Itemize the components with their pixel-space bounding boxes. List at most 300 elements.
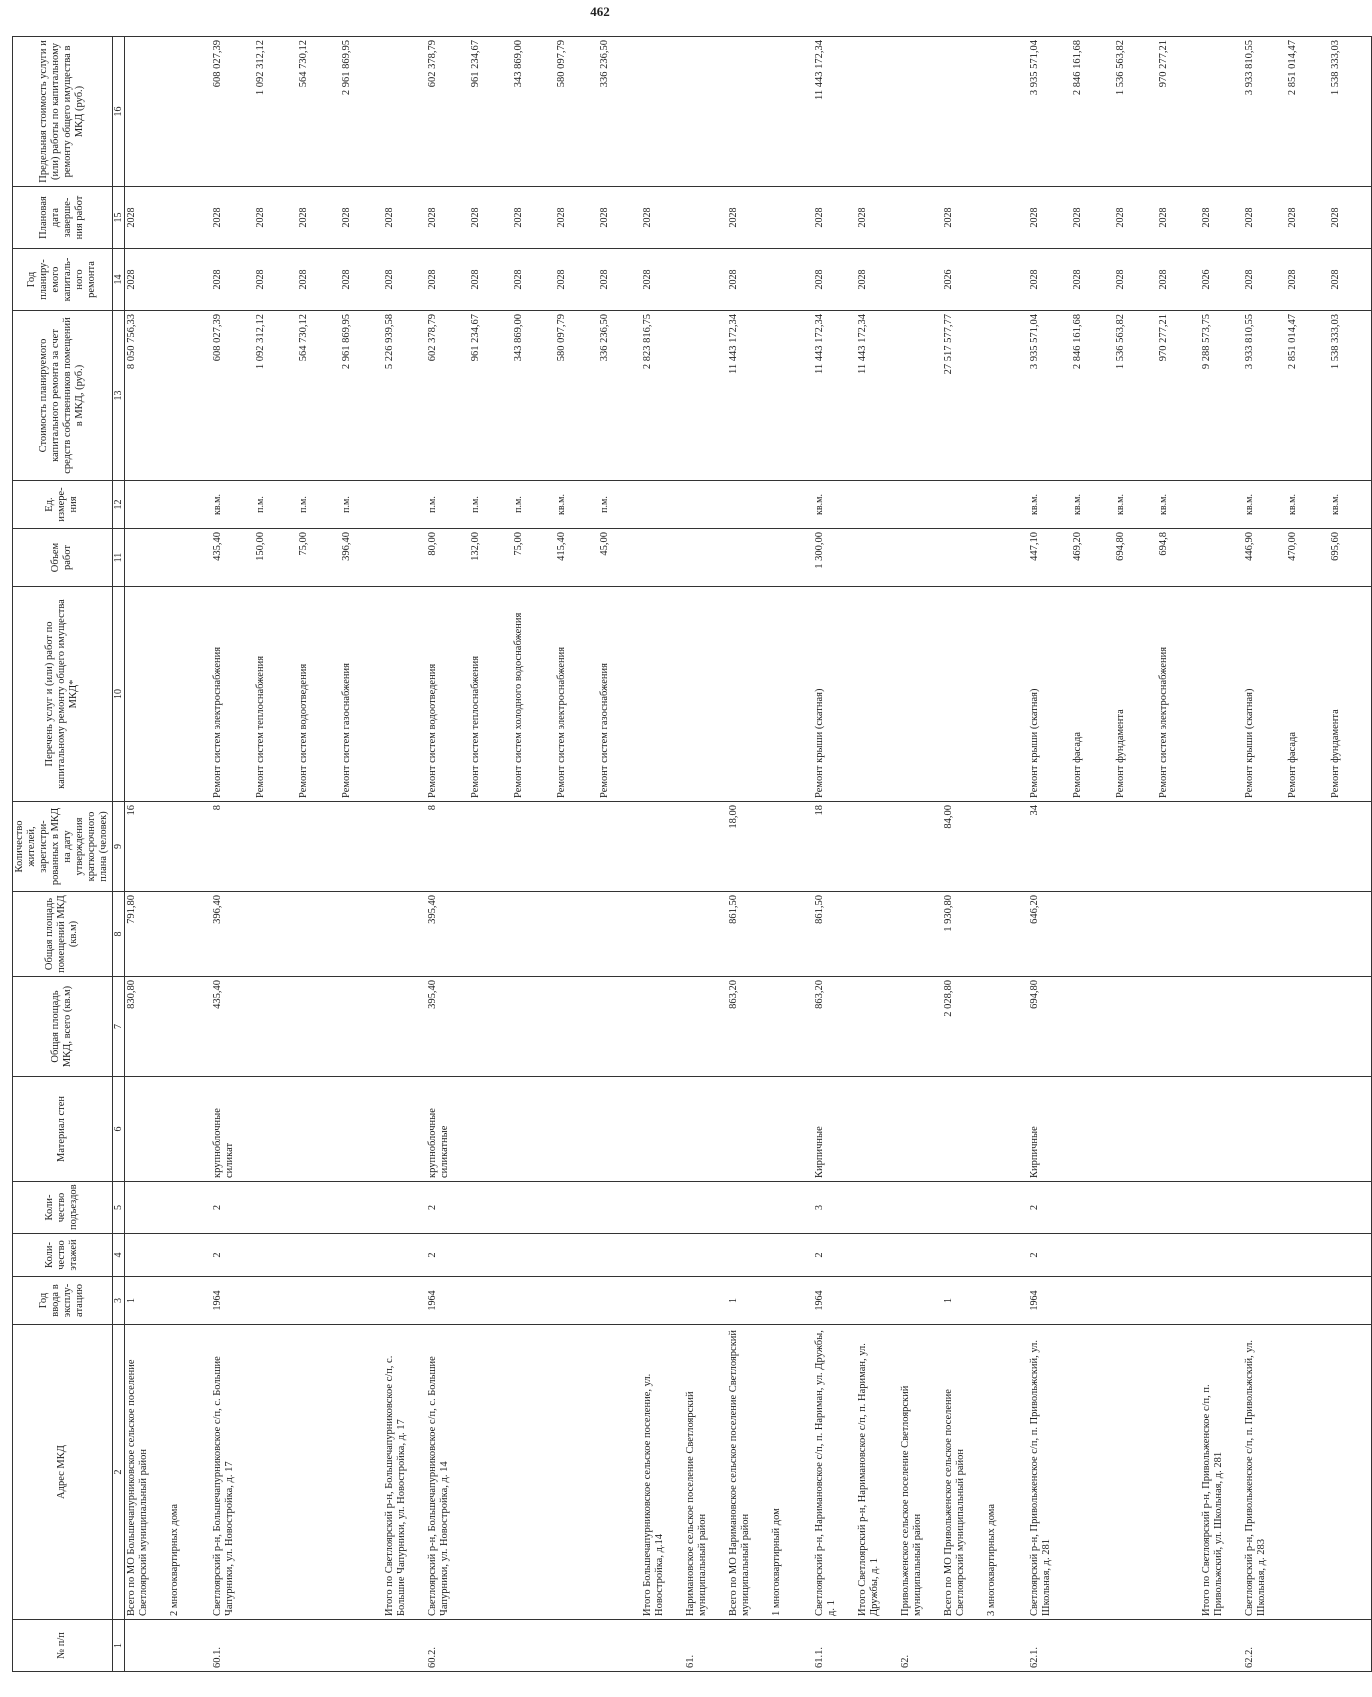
table-cell: 961 234,67 (469, 37, 512, 187)
table-cell: Ремонт крыши (скатная) (813, 587, 856, 802)
table-cell (770, 529, 813, 587)
table-cell: 2028 (254, 249, 297, 311)
table-cell: 2028 (727, 187, 770, 249)
table-cell (125, 1620, 168, 1672)
table-cell (125, 529, 168, 587)
table-cell: 80,00 (426, 529, 469, 587)
table-cell (1243, 1234, 1286, 1277)
table-cell: 2028 (1286, 249, 1329, 311)
table-cell (1286, 1182, 1329, 1234)
table-cell (168, 1277, 211, 1325)
table-cell (684, 481, 727, 529)
table-cell: 2028 (1071, 249, 1114, 311)
table-cell: 5 226 939,58 (383, 311, 426, 481)
table-cell: Ремонт систем электроснабжения (1157, 587, 1200, 802)
table-cell: Итого по Светлоярский р-н, Привольженское с/п, п. Привольжский, ул. Школьная, д. 281 (1200, 1325, 1243, 1620)
table-cell (168, 481, 211, 529)
table-cell: 580 097,79 (555, 311, 598, 481)
table-row (598, 37, 641, 1672)
table-cell (168, 311, 211, 481)
table-cell: 2028 (641, 249, 684, 311)
table-cell: 2028 (942, 187, 985, 249)
table-cell (1114, 1234, 1157, 1277)
table-cell (856, 37, 899, 187)
table-cell (469, 1325, 512, 1620)
table-cell (383, 587, 426, 802)
table-cell: 415,40 (555, 529, 598, 587)
table-cell: Ремонт систем газоснабжения (340, 587, 383, 802)
table-cell: кв.м. (1243, 481, 1286, 529)
table-cell (512, 1077, 555, 1182)
table-cell (985, 802, 1028, 892)
column-header: Общая площадь помещений МКД (кв.м) (13, 892, 113, 977)
table-cell: Всего по МО Привольженское сельское поселение Светлоярский муниципальный район (942, 1325, 985, 1620)
table-cell (684, 249, 727, 311)
table-cell: 1964 (1028, 1277, 1071, 1325)
table-cell (1071, 1182, 1114, 1234)
table-cell (1286, 1620, 1329, 1672)
table-cell (512, 892, 555, 977)
table-cell: Светлоярский р-н, Наримановское с/п, п. Нариман, ул. Дружбы, д. 1 (813, 1325, 856, 1620)
table-cell: 11 443 172,34 (813, 37, 856, 187)
table-cell (383, 1277, 426, 1325)
table-cell (512, 802, 555, 892)
column-header: Плановая дата заверше-ния работ (13, 187, 113, 249)
table-cell: 395,40 (426, 977, 469, 1077)
table-cell (856, 1077, 899, 1182)
rotated-page (12, 12, 1341, 1672)
table-cell (684, 1234, 727, 1277)
table-cell (899, 1182, 942, 1234)
table-cell: 2028 (727, 249, 770, 311)
table-cell (899, 892, 942, 977)
table-cell (297, 1077, 340, 1182)
table-cell (1071, 977, 1114, 1077)
table-cell (1329, 892, 1372, 977)
table-cell (340, 1234, 383, 1277)
table-cell: 2028 (211, 249, 254, 311)
table-cell: 2 (211, 1234, 254, 1277)
table-cell (985, 1182, 1028, 1234)
table-cell: 564 730,12 (297, 37, 340, 187)
table-row (383, 37, 426, 1672)
table-cell: 646,20 (1028, 892, 1071, 977)
table-cell (641, 1620, 684, 1672)
table-cell: 861,50 (813, 892, 856, 977)
table-cell (340, 1077, 383, 1182)
table-cell (125, 37, 168, 187)
column-number: 8 (112, 892, 125, 977)
table-cell: 2 851 014,47 (1286, 37, 1329, 187)
table-cell (1329, 1234, 1372, 1277)
table-cell (641, 977, 684, 1077)
table-cell (383, 1182, 426, 1234)
table-row (942, 37, 985, 1672)
table-cell (1286, 802, 1329, 892)
table-cell (168, 1077, 211, 1182)
table-cell (1243, 1182, 1286, 1234)
table-cell (641, 1277, 684, 1325)
table-cell (168, 1182, 211, 1234)
table-cell (125, 1234, 168, 1277)
table-cell (770, 977, 813, 1077)
table-row (512, 37, 555, 1672)
table-cell (340, 892, 383, 977)
table-body (125, 37, 1372, 1672)
table-cell: Итого по Светлоярский р-н, Большечапурниковское с/п, с. Большие Чапурники, ул. Новостройка, д. 17 (383, 1325, 426, 1620)
table-cell (254, 1325, 297, 1620)
table-cell (985, 481, 1028, 529)
table-cell (512, 1620, 555, 1672)
table-cell (899, 1277, 942, 1325)
table-cell (856, 1234, 899, 1277)
table-row (1286, 37, 1329, 1672)
table-cell (383, 37, 426, 187)
table-cell (641, 481, 684, 529)
table-cell (942, 1077, 985, 1182)
table-cell (770, 802, 813, 892)
table-cell (641, 1182, 684, 1234)
table-cell: Ремонт систем теплоснабжения (254, 587, 297, 802)
table-cell (254, 1620, 297, 1672)
table-cell (297, 1234, 340, 1277)
table-cell: 608 027,39 (211, 311, 254, 481)
table-cell: 1964 (813, 1277, 856, 1325)
table-cell (942, 481, 985, 529)
table-cell (1329, 1077, 1372, 1182)
table-cell (512, 1182, 555, 1234)
table-cell (383, 529, 426, 587)
table-cell: 2028 (469, 187, 512, 249)
table-cell (1200, 529, 1243, 587)
table-cell (1329, 1277, 1372, 1325)
table-cell (598, 892, 641, 977)
table-cell (985, 311, 1028, 481)
table-cell (383, 1620, 426, 1672)
table-cell: 1 (125, 1277, 168, 1325)
table-cell (254, 1182, 297, 1234)
table-cell (340, 1277, 383, 1325)
table-cell: Привольженское сельское поселение Светлоярский муниципальный район (899, 1325, 942, 1620)
table-cell: п.м. (340, 481, 383, 529)
table-row (168, 37, 211, 1672)
table-cell: 75,00 (512, 529, 555, 587)
capital-repair-table (12, 36, 1372, 1672)
table-cell (770, 481, 813, 529)
table-cell: 469,20 (1071, 529, 1114, 587)
table-cell (168, 187, 211, 249)
table-cell: 27 517 577,77 (942, 311, 985, 481)
table-cell: 2 (1028, 1182, 1071, 1234)
table-row (684, 37, 727, 1672)
table-cell (856, 587, 899, 802)
column-header: Общая площадь МКД, всего (кв.м) (13, 977, 113, 1077)
table-cell (684, 187, 727, 249)
table-row (770, 37, 813, 1672)
table-row (856, 37, 899, 1672)
table-cell (1114, 1182, 1157, 1234)
table-cell (985, 892, 1028, 977)
table-row (899, 37, 942, 1672)
table-cell: п.м. (254, 481, 297, 529)
table-cell (1157, 892, 1200, 977)
table-cell (555, 802, 598, 892)
table-cell: 602 378,79 (426, 37, 469, 187)
table-row (297, 37, 340, 1672)
table-cell: Ремонт систем холодного водоснабжения (512, 587, 555, 802)
table-cell: 2028 (125, 187, 168, 249)
table-cell: 791,80 (125, 892, 168, 977)
table-cell (125, 1077, 168, 1182)
table-cell: 396,40 (211, 892, 254, 977)
table-cell (168, 1620, 211, 1672)
table-cell (1157, 1325, 1200, 1620)
table-cell (1200, 1234, 1243, 1277)
table-cell: Итого Большечапурниковское сельское поселение, ул. Новостройка, д.14 (641, 1325, 684, 1620)
table-cell: 8 050 756,33 (125, 311, 168, 481)
table-cell (383, 977, 426, 1077)
table-cell (1243, 802, 1286, 892)
table-cell: 2028 (1286, 187, 1329, 249)
table-cell: 150,00 (254, 529, 297, 587)
column-number: 1 (112, 1620, 125, 1672)
table-cell (641, 802, 684, 892)
table-cell (1286, 977, 1329, 1077)
table-cell (770, 311, 813, 481)
table-cell (684, 311, 727, 481)
table-cell (770, 1620, 813, 1672)
column-number: 10 (112, 587, 125, 802)
table-cell (512, 977, 555, 1077)
table-cell: 1 536 563,82 (1114, 311, 1157, 481)
table-cell: 2028 (1114, 187, 1157, 249)
table-cell: Ремонт фундамента (1329, 587, 1372, 802)
table-cell (555, 892, 598, 977)
table-cell: Всего по МО Большечапурниковское сельское поселение Светлоярский муниципальный район (125, 1325, 168, 1620)
table-cell (942, 37, 985, 187)
table-cell (641, 37, 684, 187)
column-header: Объем работ (13, 529, 113, 587)
table-cell: п.м. (426, 481, 469, 529)
table-cell: 2028 (512, 249, 555, 311)
column-number: 13 (112, 311, 125, 481)
table-cell: 446,90 (1243, 529, 1286, 587)
table-cell: п.м. (512, 481, 555, 529)
table-cell (512, 1277, 555, 1325)
table-cell: 608 027,39 (211, 37, 254, 187)
table-cell (899, 977, 942, 1077)
table-cell (598, 977, 641, 1077)
table-cell (469, 892, 512, 977)
table-cell (899, 37, 942, 187)
table-cell (1071, 1277, 1114, 1325)
table-cell: 1 536 563,82 (1114, 37, 1157, 187)
table-cell: 1 (942, 1277, 985, 1325)
table-cell: 2028 (856, 249, 899, 311)
table-cell (1200, 37, 1243, 187)
table-cell (985, 249, 1028, 311)
table-cell (684, 587, 727, 802)
table-cell (899, 481, 942, 529)
table-cell: 1 092 312,12 (254, 37, 297, 187)
table-cell (856, 481, 899, 529)
table-cell (899, 311, 942, 481)
column-header: Перечень услуг и (или) работ по капитальному ремонту общего имущества МКД* (13, 587, 113, 802)
table-cell: 2028 (856, 187, 899, 249)
table-cell: 132,00 (469, 529, 512, 587)
table-cell (598, 1077, 641, 1182)
table-cell (383, 802, 426, 892)
column-header: Количество жителей, зарегистри-рованных в МКД на дату утверждения краткосрочного плана (человек) (13, 802, 113, 892)
table-cell (383, 1234, 426, 1277)
table-cell: п.м. (598, 481, 641, 529)
table-cell: 2 823 816,75 (641, 311, 684, 481)
table-cell: 2 (426, 1234, 469, 1277)
column-header: Стоимость планируемого капитального ремонта за счет средств собственников помещений в МКД, (руб.) (13, 311, 113, 481)
column-number: 15 (112, 187, 125, 249)
table-cell (168, 802, 211, 892)
table-cell: 2028 (426, 249, 469, 311)
table-cell: 2028 (1157, 249, 1200, 311)
table-cell: 60.2. (426, 1620, 469, 1672)
table-cell: кв.м. (1028, 481, 1071, 529)
table-cell: Светлоярский р-н, Привольженское с/п, п. Привольжский, ул. Школьная, д. 283 (1243, 1325, 1286, 1620)
table-cell (684, 37, 727, 187)
table-row (340, 37, 383, 1672)
table-cell (383, 481, 426, 529)
table-cell (985, 529, 1028, 587)
table-cell: 2028 (555, 187, 598, 249)
column-header: Материал стен (13, 1077, 113, 1182)
table-cell (1243, 977, 1286, 1077)
table-cell (1329, 1182, 1372, 1234)
table-cell: 61.1. (813, 1620, 856, 1672)
table-cell (1157, 1234, 1200, 1277)
table-cell (1071, 1620, 1114, 1672)
table-cell (1200, 802, 1243, 892)
column-header: Коли-чество подъездов (13, 1182, 113, 1234)
column-number: 7 (112, 977, 125, 1077)
table-cell: 343 869,00 (512, 37, 555, 187)
table-cell: п.м. (297, 481, 340, 529)
table-cell: 602 378,79 (426, 311, 469, 481)
table-cell: Ремонт систем электроснабжения (211, 587, 254, 802)
table-cell (856, 977, 899, 1077)
table-cell: 16 (125, 802, 168, 892)
table-cell: 2028 (426, 187, 469, 249)
table-cell (1200, 481, 1243, 529)
table-cell (254, 802, 297, 892)
table-cell (985, 37, 1028, 187)
table-cell (512, 1234, 555, 1277)
table-cell: 1 538 333,03 (1329, 37, 1372, 187)
table-cell (856, 1277, 899, 1325)
column-number: 5 (112, 1182, 125, 1234)
table-cell: 2 961 869,95 (340, 311, 383, 481)
table-row (211, 37, 254, 1672)
column-number: 4 (112, 1234, 125, 1277)
table-cell (899, 1234, 942, 1277)
table-cell: 2028 (254, 187, 297, 249)
table-cell: 61. (684, 1620, 727, 1672)
table-cell (899, 802, 942, 892)
table-cell (297, 1182, 340, 1234)
table-cell (727, 1182, 770, 1234)
table-cell (168, 529, 211, 587)
table-cell (254, 1277, 297, 1325)
table-cell (641, 529, 684, 587)
table-cell (1157, 977, 1200, 1077)
table-cell (555, 1234, 598, 1277)
table-cell: 2 (426, 1182, 469, 1234)
table-cell: 34 (1028, 802, 1071, 892)
table-cell: кв.м. (211, 481, 254, 529)
column-header: Коли-чество этажей (13, 1234, 113, 1277)
table-cell: 2 (1028, 1234, 1071, 1277)
table-cell (985, 1077, 1028, 1182)
table-cell (340, 1325, 383, 1620)
table-cell (1157, 1182, 1200, 1234)
table-cell: 2028 (1157, 187, 1200, 249)
table-cell: 694,80 (1028, 977, 1071, 1077)
table-row (125, 37, 168, 1672)
table-cell (1286, 1077, 1329, 1182)
table-cell (1200, 892, 1243, 977)
table-cell (856, 1620, 899, 1672)
table-cell: 1 930,80 (942, 892, 985, 977)
table-cell: 2 многоквартирных дома (168, 1325, 211, 1620)
table-cell: 435,40 (211, 529, 254, 587)
table-cell (684, 892, 727, 977)
table-cell: 2028 (1329, 187, 1372, 249)
table-cell (469, 1234, 512, 1277)
table-cell (1200, 1182, 1243, 1234)
table-cell (770, 1277, 813, 1325)
table-cell: 2028 (1200, 187, 1243, 249)
table-cell (383, 1077, 426, 1182)
table-cell: Ремонт фасада (1071, 587, 1114, 802)
table-cell: 2028 (297, 249, 340, 311)
table-cell: Ремонт систем газоснабжения (598, 587, 641, 802)
table-cell: 2 846 161,68 (1071, 37, 1114, 187)
table-cell (770, 892, 813, 977)
table-cell (1114, 1077, 1157, 1182)
column-header: Предельная стоимость услуги и (или) работы по капитальному ремонту общего имущества в МКД (руб.) (13, 37, 113, 187)
table-cell (555, 1077, 598, 1182)
table-cell: 470,00 (1286, 529, 1329, 587)
table-cell (1114, 1620, 1157, 1672)
table-cell: кв.м. (1286, 481, 1329, 529)
table-cell (727, 529, 770, 587)
column-number: 6 (112, 1077, 125, 1182)
table-cell (1286, 1234, 1329, 1277)
table-cell: 970 277,21 (1157, 37, 1200, 187)
table-cell: 564 730,12 (297, 311, 340, 481)
table-cell: 11 443 172,34 (856, 311, 899, 481)
table-cell (469, 977, 512, 1077)
table-cell (1114, 977, 1157, 1077)
table-cell: 2 846 161,68 (1071, 311, 1114, 481)
table-cell (942, 529, 985, 587)
table-cell (254, 892, 297, 977)
table-cell (899, 587, 942, 802)
table-cell (340, 802, 383, 892)
table-cell: 2028 (297, 187, 340, 249)
table-cell (641, 1077, 684, 1182)
table-cell: 3 многоквартирных дома (985, 1325, 1028, 1620)
column-number: 9 (112, 802, 125, 892)
column-header: № п/п (13, 1620, 113, 1672)
